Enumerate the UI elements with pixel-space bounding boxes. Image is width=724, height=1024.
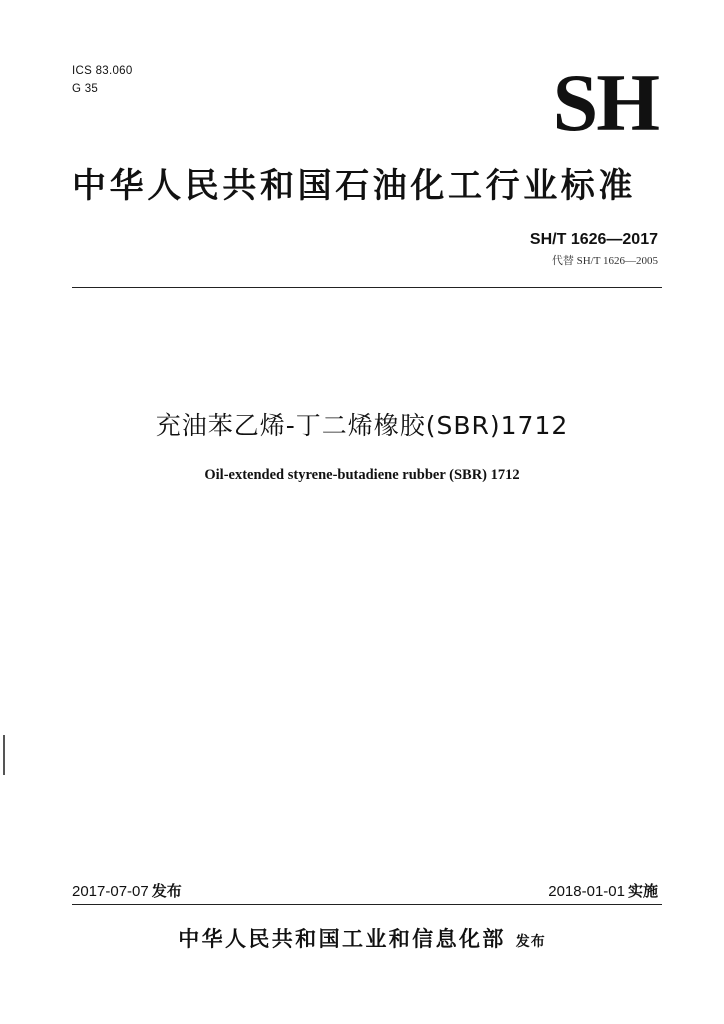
ccs-code: G 35 [72,83,99,95]
issuer-label: 发布 [515,934,546,950]
issue-date-value: 2017-07-07 [72,883,149,900]
footer-divider [72,904,662,905]
effective-date [548,881,658,902]
scan-margin-mark [3,735,5,775]
ics-code: ICS 83.060 [72,65,133,77]
document-title-cn: 充油苯乙烯-丁二烯橡胶(SBR)1712 [155,411,569,440]
effective-date-value: 2018-01-01 [548,883,625,900]
issuer [0,925,724,953]
issue-date-label: 发布 [151,882,182,900]
issue-date [72,881,182,902]
standard-number: SH/T 1626—2017 [529,231,658,248]
header-divider [72,287,662,288]
issuer-organization: 中华人民共和国工业和信息化部 [178,927,506,951]
effective-date-label: 实施 [627,882,658,900]
sh-logo: SH [552,57,658,148]
standard-category-title: 中华人民共和国石油化工行业标准 [72,166,636,206]
document-title-en: Oil-extended styrene-butadiene rubber (SBR) 1712 [204,467,520,483]
classification-codes [72,62,133,98]
replaces-standard: 代替 SH/T 1626—2005 [551,255,658,267]
